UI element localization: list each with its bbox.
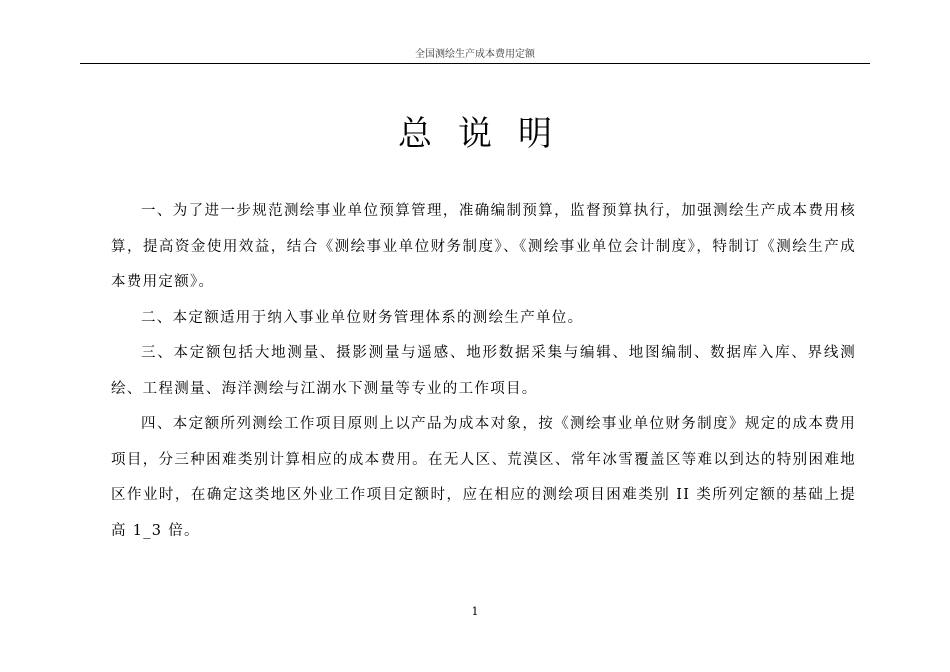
running-header: 全国测绘生产成本费用定额 <box>415 49 535 60</box>
paragraph-3: 三、本定额包括大地测量、摄影测量与遥感、地形数据采集与编辑、地图编制、数据库入库、界线测绘、工程测量、海洋测绘与江湖水下测量等专业的工作项目。 <box>111 345 856 397</box>
header-divider <box>80 63 870 64</box>
page-number: 1 <box>471 605 479 618</box>
paragraph-4: 四、本定额所列测绘工作项目原则上以产品为成本对象，按《测绘事业单位财务制度》规定的成本费用项目，分三种困难类别计算相应的成本费用。在无人区、荒漠区、常年冰雪覆盖区等难以到达的特别困难地区作业时，在确定这类地区外业工作项目定额时，应在相应的测绘项目困难类别 II 类所列定额的基础上提高 1_3 倍。 <box>111 416 856 539</box>
document-title: 总说明 <box>398 113 578 154</box>
body-text <box>111 194 856 549</box>
paragraph-2: 二、本定额适用于纳入事业单位财务管理体系的测绘生产单位。 <box>141 309 584 326</box>
paragraph-1: 一、为了进一步规范测绘事业单位预算管理，准确编制预算，监督预算执行，加强测绘生产成本费用核算，提高资金使用效益，结合《测绘事业单位财务制度》、《测绘事业单位会计制度》，特制订《测绘生产成本费用定额》。 <box>111 203 856 290</box>
